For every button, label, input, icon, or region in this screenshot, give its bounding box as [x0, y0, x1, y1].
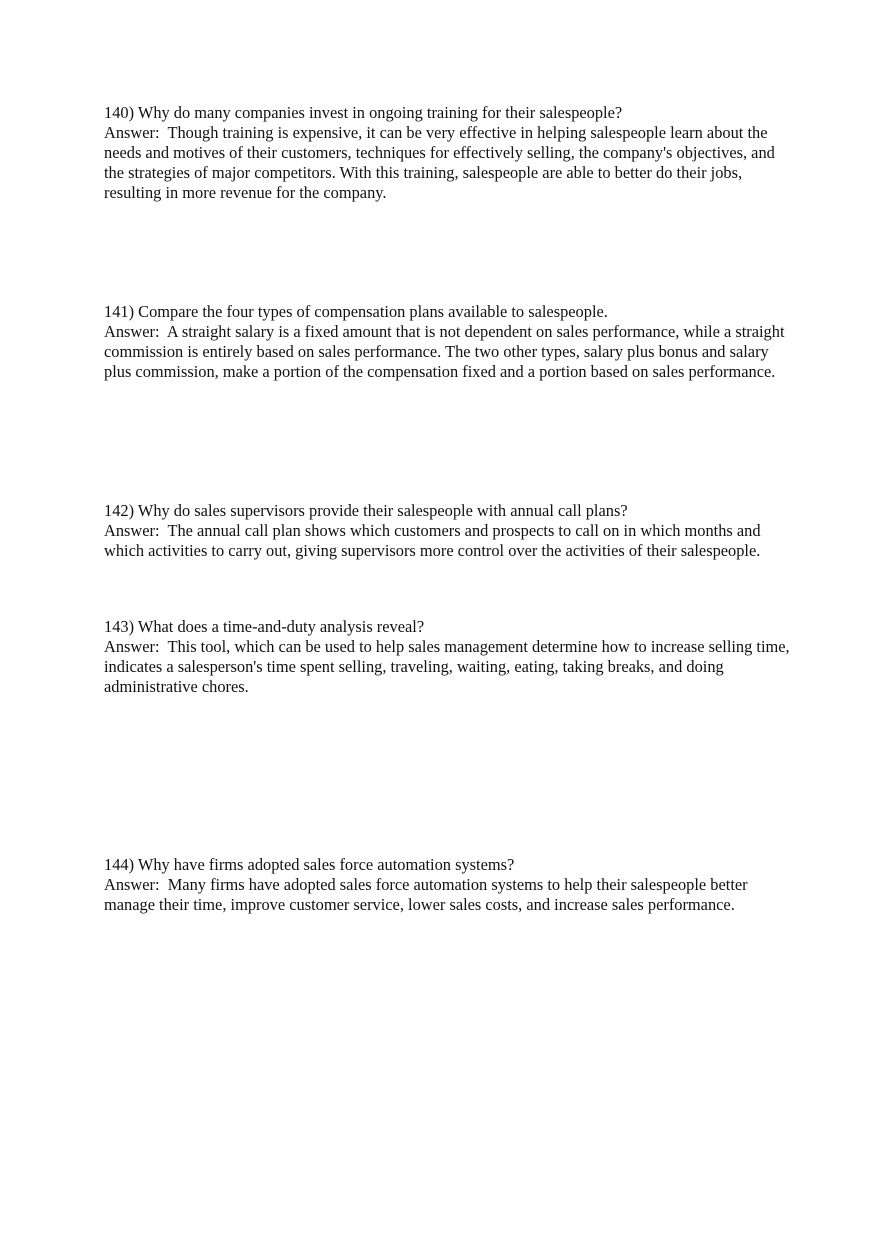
question-block-141: [104, 302, 794, 382]
answer-label: Answer:: [104, 322, 167, 341]
question-text: 141) Compare the four types of compensation plans available to salespeople.: [104, 302, 608, 321]
question-block-140: [104, 103, 794, 203]
answer-text: [104, 875, 794, 915]
answer-label: Answer:: [104, 521, 168, 540]
answer-text: [104, 637, 794, 697]
question-block-144: [104, 855, 794, 915]
question-text: 143) What does a time-and-duty analysis reveal?: [104, 617, 425, 636]
answer-text: [104, 521, 794, 561]
question-text: 144) Why have firms adopted sales force automation systems?: [104, 855, 515, 874]
answer-body: This tool, which can be used to help sales management determine how to increase selling time, indicates a salesperson's time spent selling, traveling, waiting, eating, taking breaks, and doing administrative chores.: [104, 637, 790, 696]
answer-label: Answer:: [104, 637, 168, 656]
answer-body: Many firms have adopted sales force automation systems to help their salespeople better manage their time, improve customer service, lower sales costs, and increase sales performance.: [104, 875, 748, 914]
answer-text: [104, 322, 794, 382]
answer-body: Though training is expensive, it can be very effective in helping salespeople learn about the needs and motives of their customers, techniques for effectively selling, the company's objectives, and the strategies of major competitors. With this training, salespeople are able to better do their jobs, resulting in more revenue for the company.: [104, 123, 775, 202]
answer-label: Answer:: [104, 875, 168, 894]
question-text: 142) Why do sales supervisors provide their salespeople with annual call plans?: [104, 501, 628, 520]
question-block-142: [104, 501, 794, 561]
question-block-143: [104, 617, 794, 697]
answer-body: The annual call plan shows which customers and prospects to call on in which months and which activities to carry out, giving supervisors more control over the activities of their salespeople.: [104, 521, 761, 560]
answer-label: Answer:: [104, 123, 168, 142]
question-text: 140) Why do many companies invest in ongoing training for their salespeople?: [104, 103, 623, 122]
answer-body: A straight salary is a fixed amount that is not dependent on sales performance, while a straight commission is entirely based on sales performance. The two other types, salary plus bonus and salary plus commission, make a portion of the compensation fixed and a portion based on sales performance.: [104, 322, 785, 381]
answer-text: [104, 123, 794, 203]
